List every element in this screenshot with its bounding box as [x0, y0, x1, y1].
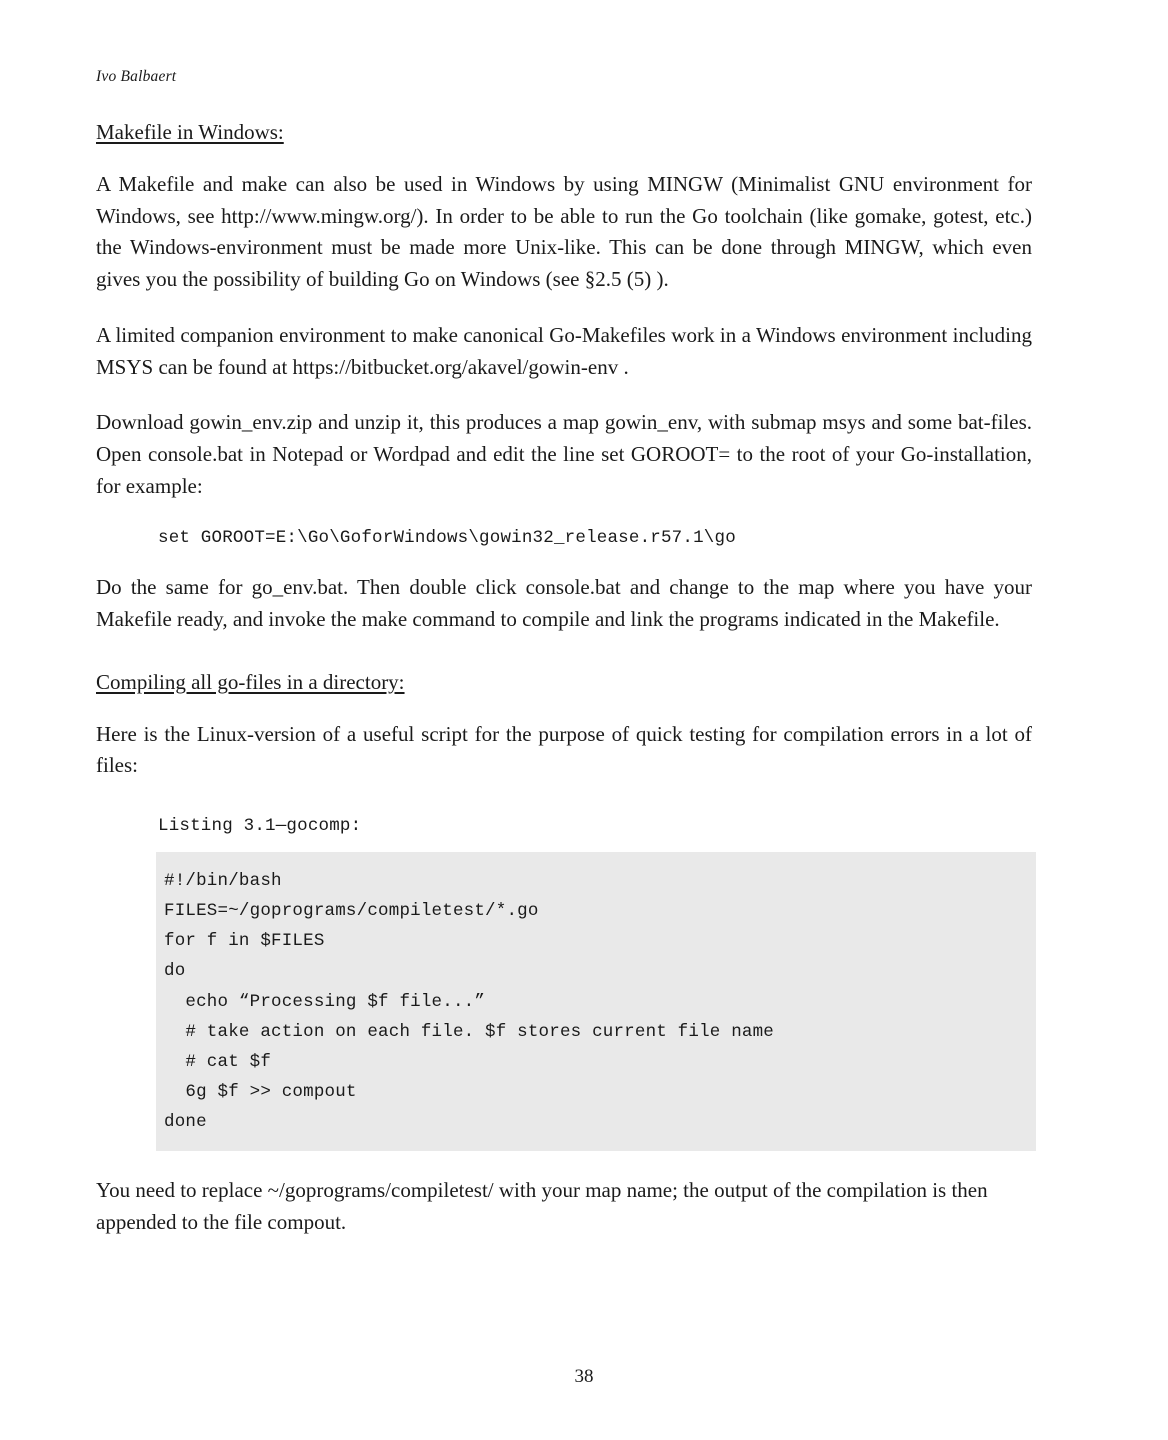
code-block-line: do — [164, 961, 186, 982]
page-number: 38 — [574, 1366, 594, 1387]
code-block-line: FILES=~/goprograms/compiletest/*.go — [164, 901, 539, 922]
paragraph-go-env-bat: Do the same for go_env.bat. Then double click console.bat and change to the map where you have your Makefile ready, and invoke the make command to compile and link the programs indicated in the Makefile. — [96, 575, 1032, 632]
code-block-line: for f in $FILES — [164, 931, 325, 952]
paragraph-mingw-intro: A Makefile and make can also be used in Windows by using MINGW (Minimalist GNU environment for Windows, see http://www.mingw.org/). In order to be able to run the Go toolchain (like gomake, gotest, etc.) the Windows-environment must be made more Unix-like. This can be done through MINGW, which even gives you the possibility of building Go on Windows (see §2.5 (5) ). — [96, 172, 1032, 292]
paragraph-replace-map-name: You need to replace ~/goprograms/compiletest/ with your map name; the output of the compilation is then appended to the file compout. — [96, 1177, 988, 1234]
section-heading-makefile-windows: Makefile in Windows: — [96, 120, 284, 144]
code-block-line: # cat $f — [164, 1051, 272, 1072]
code-block-line: done — [164, 1111, 207, 1132]
paragraph-companion-env: A limited companion environment to make canonical Go-Makefiles work in a Windows environment including MSYS can be found at https://bitbucket.org/akavel/gowin-env . — [96, 322, 1032, 379]
section-heading-compiling-go-files: Compiling all go-files in a directory: — [96, 669, 405, 694]
paragraph-download-gowin-env: Download gowin_env.zip and unzip it, this produces a map gowin_env, with submap msys and some bat-files. Open console.bat in Notepad or Wordpad and edit the line set GOROOT= to the root of your Go-installation, for example: — [96, 410, 1032, 498]
running-head: Ivo Balbaert — [96, 68, 177, 85]
listing-caption-gocomp: Listing 3.1—gocomp: — [158, 816, 362, 837]
code-block-line: # take action on each file. $f stores current file name — [164, 1021, 774, 1042]
code-block-gocomp — [156, 852, 1036, 1151]
code-block-line: 6g $f >> compout — [164, 1081, 357, 1102]
code-line-set-goroot: set GOROOT=E:\Go\GoforWindows\gowin32_release.r57.1\go — [158, 528, 736, 549]
paragraph-linux-script-intro: Here is the Linux-version of a useful script for the purpose of quick testing for compilation errors in a lot of files: — [96, 721, 1032, 778]
code-block-line: #!/bin/bash — [164, 871, 282, 892]
code-block-line: echo “Processing $f file...” — [164, 991, 486, 1012]
